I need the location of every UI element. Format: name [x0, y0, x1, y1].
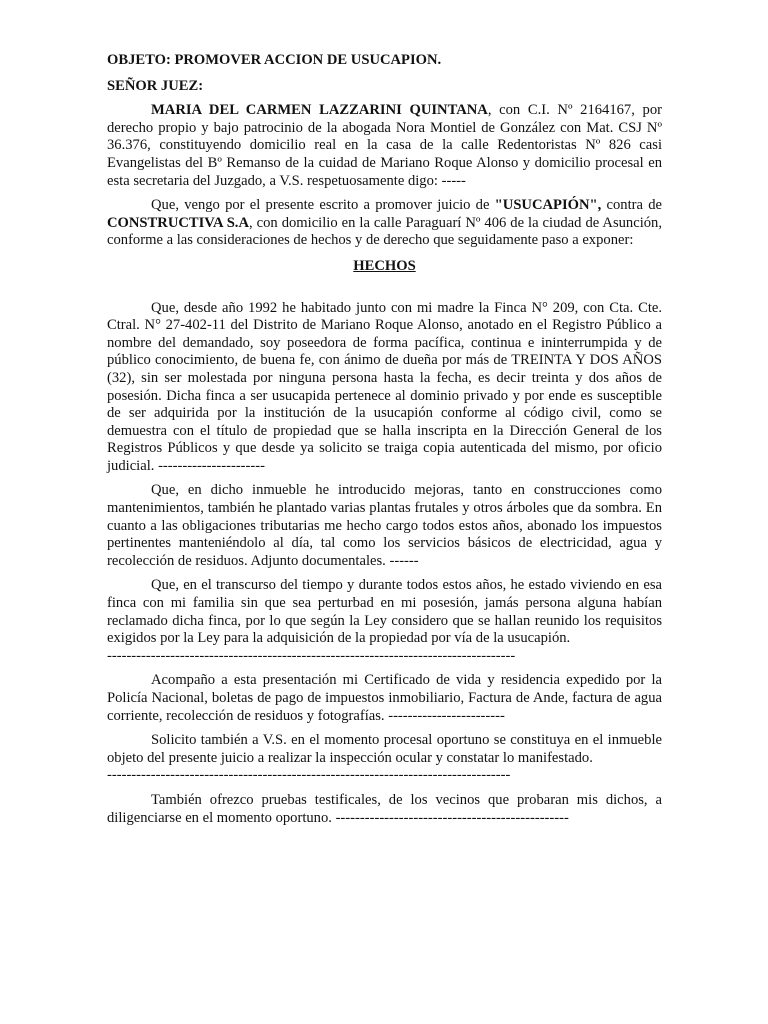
intro-text: , con C.I. Nº 2164167, por derecho propio y bajo patrocinio de la abogada Nora Montiel de González con Mat. CSJ Nº 36.376, constituyendo domicilio real en la casa de la calle Redentoristas Nº 826 casi Evangelistas del Bº Remanso de la cuidad de Mariano Roque Alonso y domicilio procesal en esta secretaria del Juzgado, a V.S. respetuosamente digo: -----	[107, 102, 662, 189]
dash-rule: ------------------------------------------------------------------------------------	[107, 647, 516, 664]
objeto-heading: OBJETO: PROMOVER ACCION DE USUCAPION.	[107, 52, 442, 68]
hechos-paragraph-3	[107, 577, 662, 665]
usucapion-term: "USUCAPIÓN",	[494, 197, 602, 214]
objeto-paragraph	[107, 197, 662, 250]
dash-rule: -----------------------------------------------------------------------------------	[107, 767, 511, 784]
senor-juez-heading: SEÑOR JUEZ:	[107, 77, 204, 94]
defendant-name: CONSTRUCTIVA S.A	[107, 214, 249, 231]
hechos-paragraph-4: Acompaño a esta presentación mi Certificado de vida y residencia expedido por la Policía Nacional, boletas de pago de impuestos inmobiliario, Factura de Ande, factura de agua corriente, recolección de residuos y fotografías. ------------------------	[107, 672, 662, 724]
hechos-paragraph-5-text: Solicito también a V.S. en el momento procesal oportuno se constituya en el inmueble objeto del presente juicio a realizar la inspección ocular y constatar lo manifestado.	[107, 732, 662, 766]
hechos-paragraph-5	[107, 732, 662, 785]
hechos-paragraph-2: Que, en dicho inmueble he introducido mejoras, tanto en construcciones como mantenimientos, también he plantado varias plantas frutales y otros árboles que da sombra. En cuanto a las obligaciones tributarias me hecho cargo todos estos años, abonado los impuestos pertinentes manteniéndolo al día, tal como los servicios básicos de electricidad, agua y recolección de residuos. Adjunto documentales. ------	[107, 482, 662, 569]
objeto-text-2: contra de	[601, 197, 662, 214]
objeto-text-1: Que, vengo por el presente escrito a promover juicio de	[151, 197, 495, 214]
hechos-paragraph-1: Que, desde año 1992 he habitado junto con mi madre la Finca N° 209, con Cta. Cte. Ctral. N° 27-402-11 del Distrito de Mariano Roque Alonso, anotado en el Registro Público a nombre del demandado, soy poseedora de forma pacífica, continua e ininterrumpida y de público conocimiento, de buena fe, con ánimo de dueña por más de TREINTA Y DOS AÑOS (32), sin ser molestada por ninguna persona hasta la fecha, es decir treinta y dos años de posesión. Dicha finca a ser usucapida pertenece al dominio privado y por ende es susceptible de ser adquirida por la institución de la usucapión conforme al código civil, como se demuestra con el título de propiedad que se halla inscripta en la Dirección General de los Registros Públicos y que desde ya solicito se traiga copia autenticada del mismo, por oficio judicial. ----------------------	[107, 299, 662, 474]
hechos-paragraph-3-text: Que, en el transcurso del tiempo y durante todos estos años, he estado viviendo en esa finca con mi familia sin que sea perturbad en mi posesión, jamás persona alguna habían reclamado dicha finca, por lo que según la Ley considero que se hallan reunido los requisitos exigidos por la Ley para la adquisición de la propiedad por vía de la usucapión.	[107, 577, 662, 647]
hechos-paragraph-6: También ofrezco pruebas testificales, de los vecinos que probaran mis dichos, a diligenciarse en el momento oportuno. ------------------------------------------------	[107, 791, 662, 826]
intro-paragraph	[107, 102, 662, 190]
objeto-text-3: , con domicilio en la calle Paraguarí Nº 406 de la ciudad de Asunción, conforme a las consideraciones de hechos y de derecho que seguidamente paso a exponer:	[107, 214, 662, 249]
hechos-section-title: HECHOS	[353, 257, 416, 274]
plaintiff-name: MARIA DEL CARMEN LAZZARINI QUINTANA	[151, 102, 488, 119]
